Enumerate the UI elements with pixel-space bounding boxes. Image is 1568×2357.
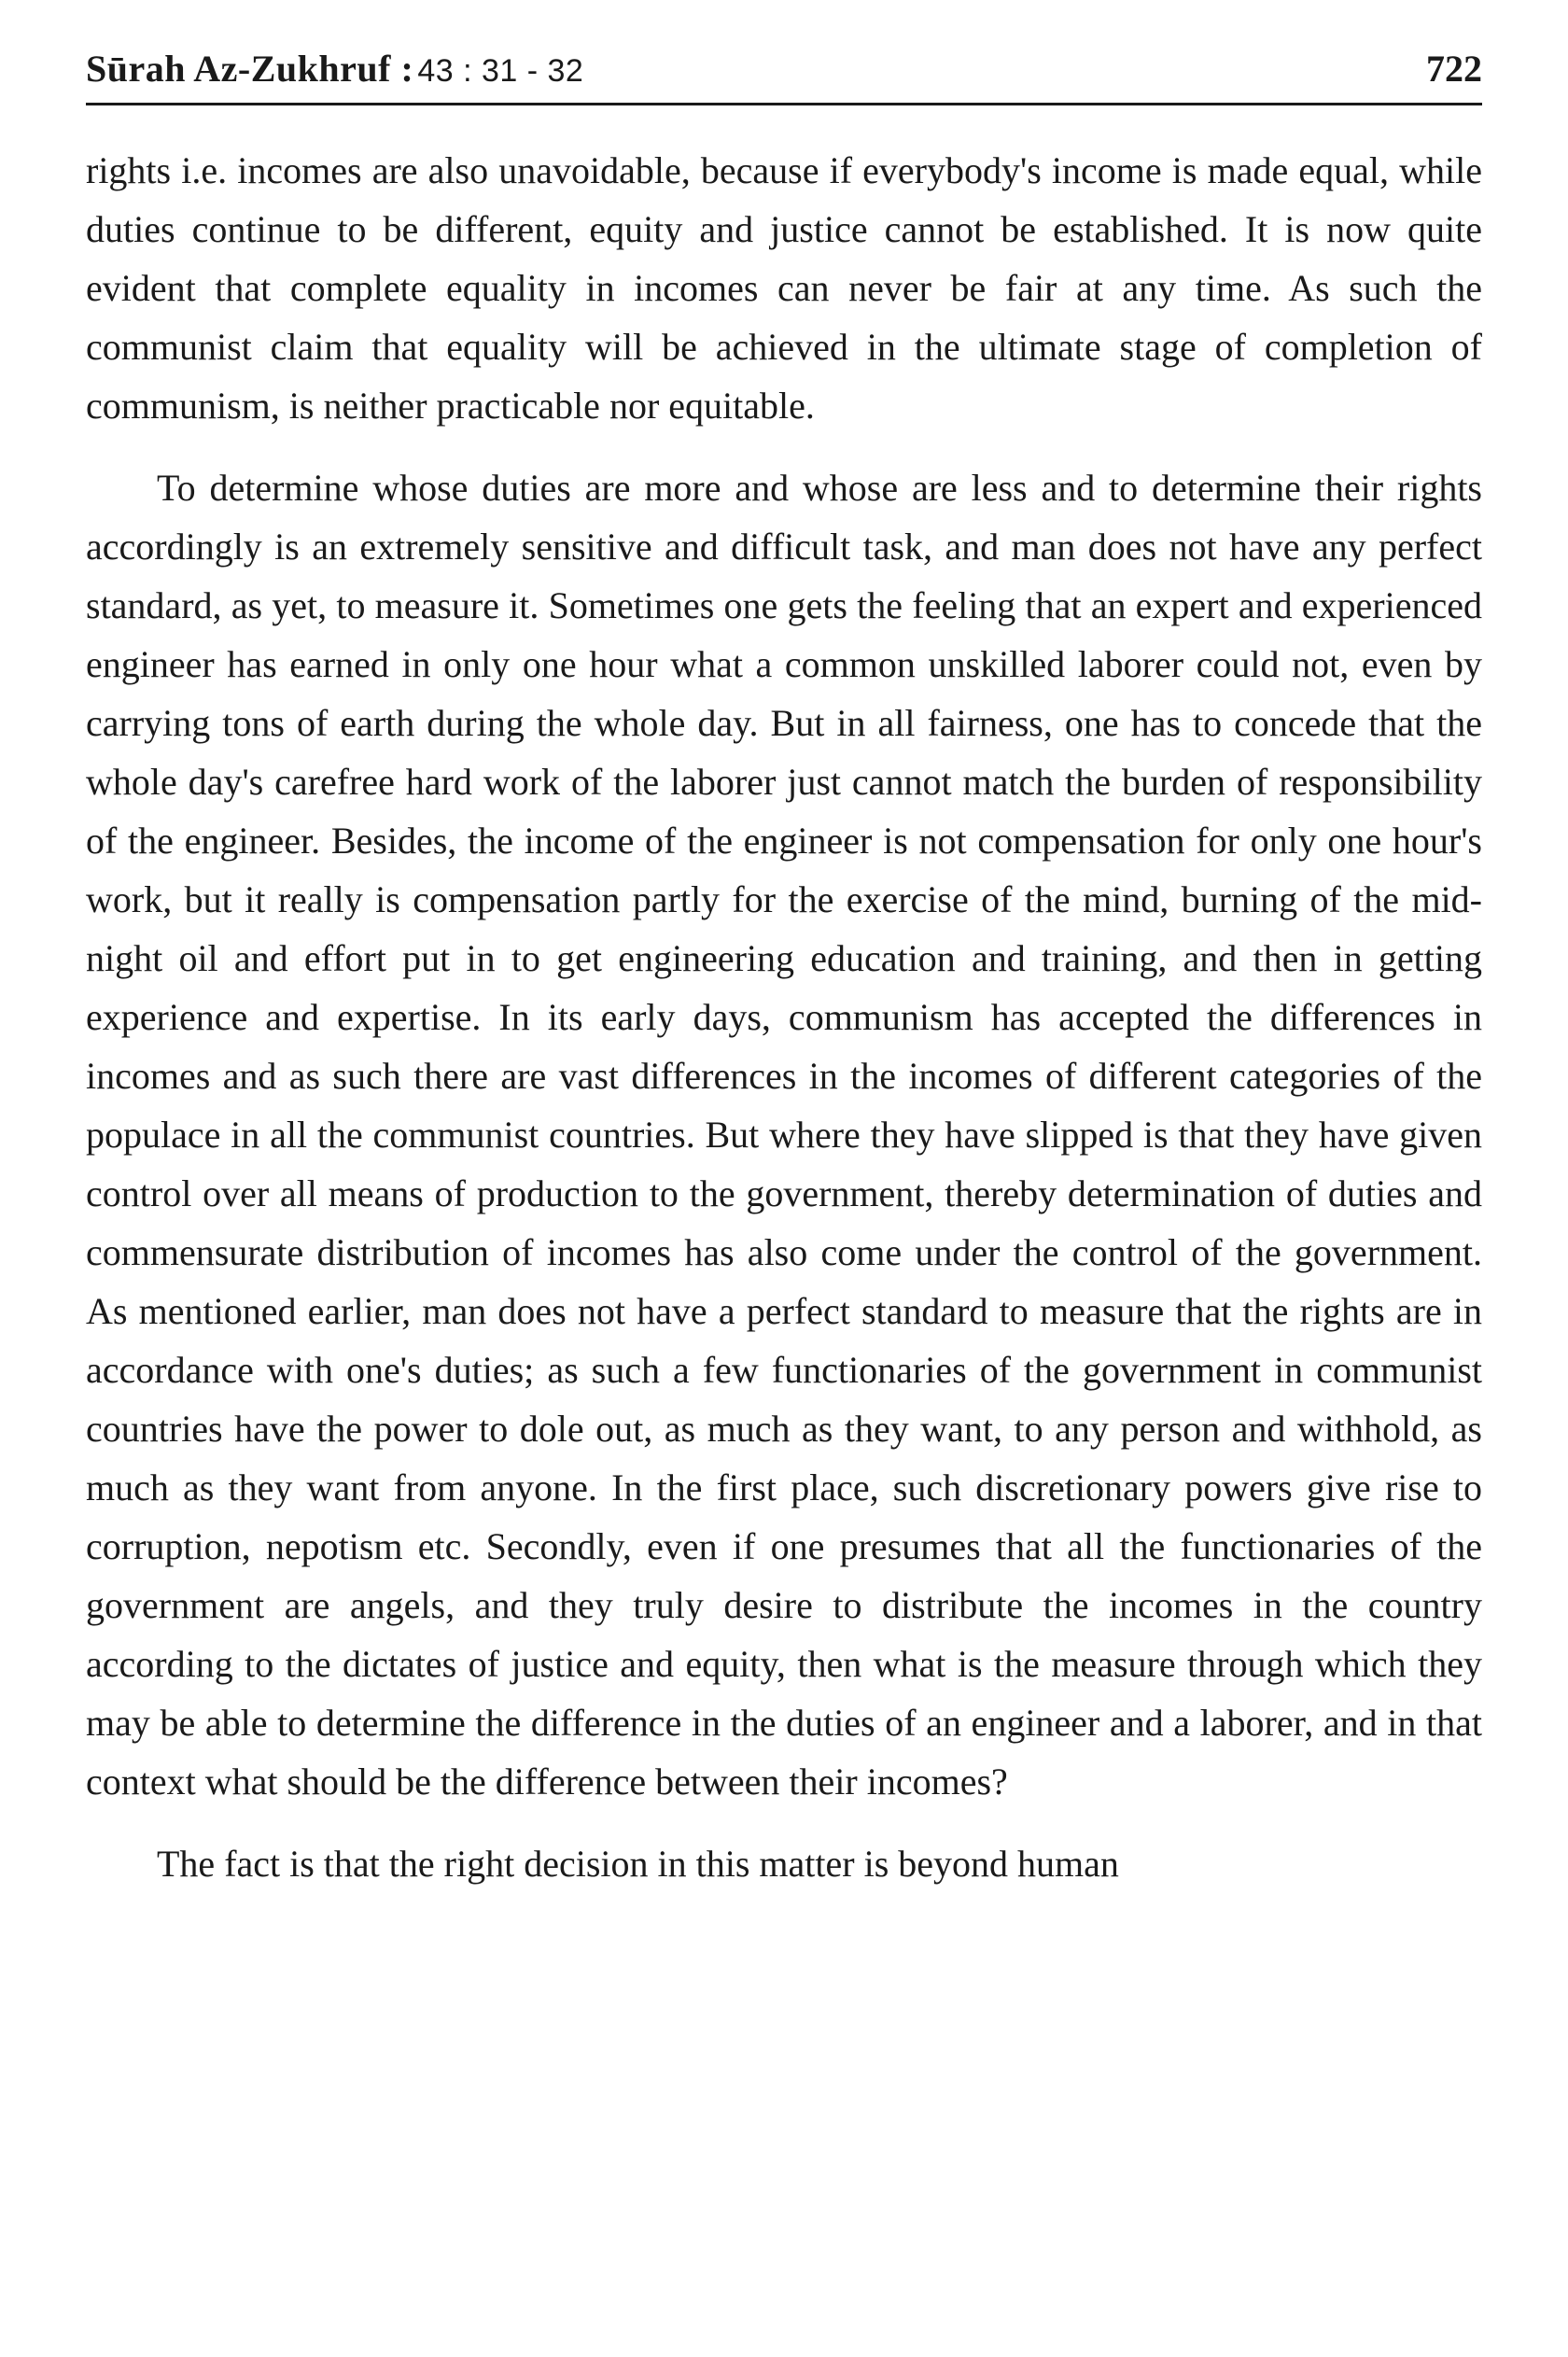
surah-title: Sūrah Az-Zukhruf :	[86, 48, 414, 90]
paragraph-last: The fact is that the right decision in this matter is beyond human	[157, 1843, 1119, 1885]
body-text	[86, 141, 1482, 1893]
paragraph-continued: rights i.e. incomes are also unavoidable, because if everybody's income is made equal, while duties continue to be different, equity and justice cannot be established. It is now quite evident that complete equality in incomes can never be fair at any time. As such the communist claim that equality will be achieved in the ultimate stage of completion of communism, is neither practicable nor equitable.	[86, 149, 1482, 427]
page-number: 722	[1426, 48, 1482, 90]
chapter-heading	[86, 47, 583, 91]
paragraph: To determine whose duties are more and whose are less and to determine their rights accordingly is an extremely sensitive and difficult task, and man does not have any perfect standard, as yet, to measure it. Sometimes one gets the feeling that an expert and experienced engineer has earned in only one hour what a common unskilled laborer could not, even by carrying tons of earth during the whole day. But in all fairness, one has to concede that the whole day's carefree hard work of the laborer just cannot match the burden of responsibility of the engineer. Besides, the income of the engineer is not compensation for only one hour's work, but it really is compensation partly for the exercise of the mind, burning of the mid-night oil and effort put in to get engineering education and training, and then in getting experience and expertise. In its early days, communism has accepted the differences in incomes and as such there are vast differences in the incomes of different categories of the populace in all the communist countries. But where they have slipped is that they have given control over all means of production to the government, thereby determination of duties and commensurate distribution of incomes has also come under the control of the government. As mentioned earlier, man does not have a perfect standard to measure that the rights are in accordance with one's duties; as such a few functionaries of the government in communist countries have the power to dole out, as much as they want, to any person and withhold, as much as they want from anyone. In the first place, such discretionary powers give rise to corruption, nepotism etc. Secondly, even if one presumes that all the functionaries of the government are angels, and they truly desire to distribute the incomes in the country according to the dictates of justice and equity, then what is the measure through which they may be able to determine the difference in the duties of an engineer and a laborer, and in that context what should be the difference between their incomes?	[86, 467, 1482, 1803]
running-header	[86, 47, 1482, 105]
book-page	[86, 47, 1482, 1916]
verse-reference: 43 : 31 - 32	[417, 53, 584, 89]
